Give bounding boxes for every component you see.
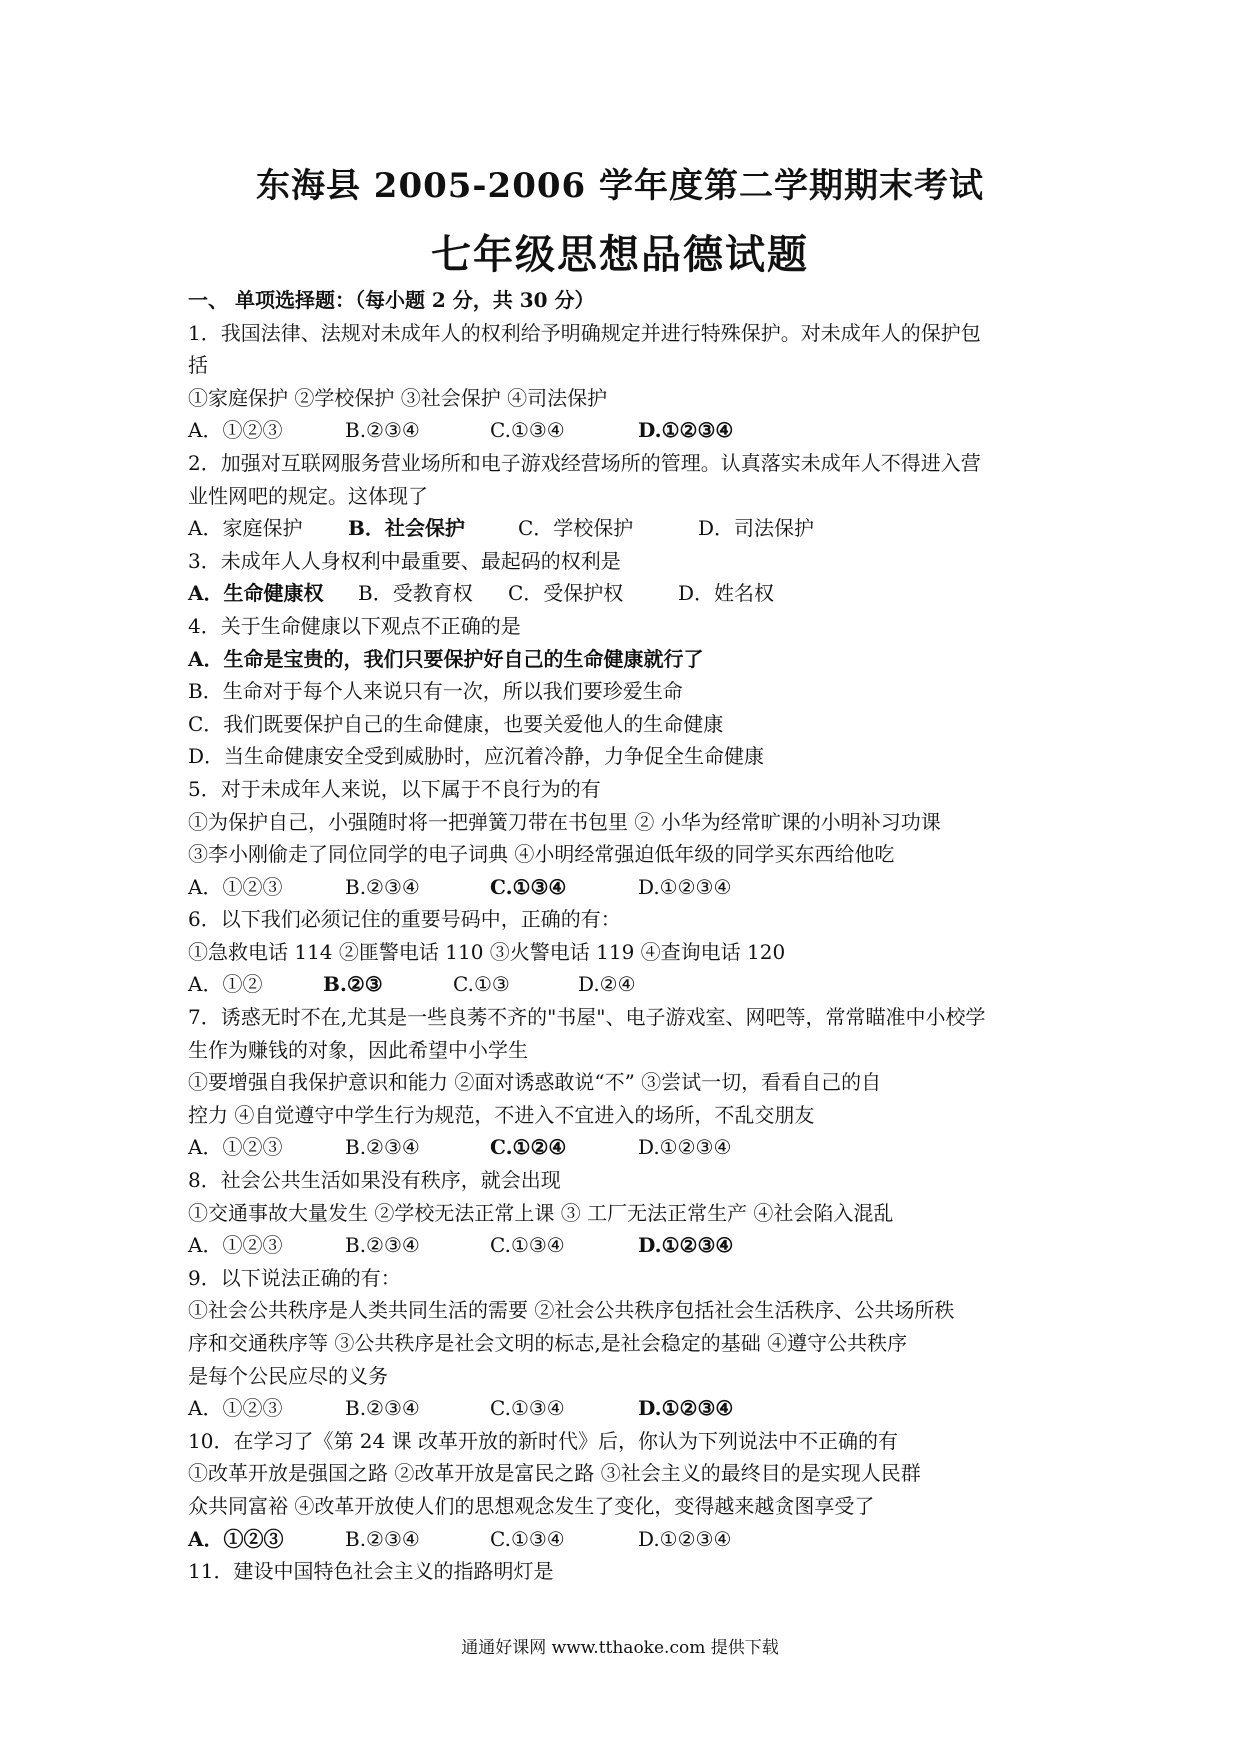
exam-title: 东海县 2005-2006 学年度第二学期期末考试: [255, 166, 985, 206]
option-b: B.②③④: [345, 1135, 420, 1160]
option-a: A．①②③: [188, 418, 283, 443]
question-items: ①交通事故大量发生 ②学校无法正常上课 ③ 工厂无法正常生产 ④社会陷入混乱: [188, 1200, 894, 1225]
exam-subtitle: 七年级思想品德试题: [431, 231, 809, 278]
question-stem: 1．我国法律、法规对未成年人的权利给予明确规定并进行特殊保护。对未成年人的保护包: [188, 320, 981, 345]
option-c: C.①③④: [490, 1526, 565, 1551]
option-c: C.①③④: [490, 418, 565, 443]
option-a-answer: A．生命健康权: [188, 581, 324, 606]
option-c: C.①③④: [490, 1233, 565, 1258]
question-stem: 11．建设中国特色社会主义的指路明灯是: [188, 1559, 554, 1584]
question-stem: 生作为赚钱的对象，因此希望中小学生: [188, 1037, 528, 1062]
option-a: A．家庭保护: [188, 516, 303, 541]
option-d: D．姓名权: [678, 581, 775, 606]
options-row: [188, 1392, 1068, 1425]
question-items: ①急救电话 114 ②匪警电话 110 ③火警电话 119 ④查询电话 120: [188, 939, 786, 964]
option-d-answer: D.①②③④: [638, 1396, 734, 1421]
option-a: A．①②③: [188, 1396, 283, 1421]
question-stem: 4．关于生命健康以下观点不正确的是: [188, 613, 521, 638]
option-a-answer: A．①②③: [188, 1526, 284, 1551]
option-b-answer: B．社会保护: [348, 516, 465, 541]
option-b: B.②③④: [345, 418, 420, 443]
question-stem: 6．以下我们必须记住的重要号码中，正确的有：: [188, 907, 621, 932]
option-a: A．①②: [188, 972, 263, 997]
options-row: [188, 1229, 1068, 1262]
question-items: 控力 ④自觉遵守中学生行为规范，不进入不宜进入的场所，不乱交朋友: [188, 1102, 815, 1127]
question-stem: 3．未成年人人身权利中最重要、最起码的权利是: [188, 548, 621, 573]
exam-content: [188, 284, 1068, 1588]
options-row: [188, 1523, 1068, 1556]
question-items: ①要增强自我保护意识和能力 ②面对诱惑敢说“不” ③尝试一切，看看自己的自: [188, 1070, 882, 1095]
option-b: B.②③④: [345, 1233, 420, 1258]
options-row: [188, 871, 1068, 904]
option-c: C．学校保护: [518, 516, 634, 541]
question-stem: 8．社会公共生活如果没有秩序，就会出现: [188, 1168, 561, 1193]
options-row: [188, 968, 1068, 1001]
option-d: D.①②③④: [638, 874, 732, 899]
option-b: B.②③④: [345, 874, 420, 899]
question-stem: 2．加强对互联网服务营业场所和电子游戏经营场所的管理。认真落实未成年人不得进入营: [188, 450, 981, 475]
option-b: B.②③④: [345, 1396, 420, 1421]
option-d: D.①②③④: [638, 1135, 732, 1160]
option-d: D．当生命健康安全受到威胁时，应沉着冷静，力争促全生命健康: [188, 744, 765, 769]
option-d: D．司法保护: [698, 516, 815, 541]
page-footer: 通通好课网 www.tthaoke.com 提供下载: [461, 1638, 779, 1658]
question-items: ①家庭保护 ②学校保护 ③社会保护 ④司法保护: [188, 385, 608, 410]
option-a: A．①②③: [188, 874, 283, 899]
option-c-answer: C.①③④: [490, 874, 567, 899]
option-c: C．我们既要保护自己的生命健康，也要关爱他人的生命健康: [188, 711, 724, 736]
option-b: B．生命对于每个人来说只有一次，所以我们要珍爱生命: [188, 679, 683, 704]
option-b: B．受教育权: [358, 581, 473, 606]
question-items: ①社会公共秩序是人类共同生活的需要 ②社会公共秩序包括社会生活秩序、公共场所秩: [188, 1298, 955, 1323]
question-items: ①改革开放是强国之路 ②改革开放是富民之路 ③社会主义的最终目的是实现人民群: [188, 1461, 921, 1486]
question-items: ①为保护自己，小强随时将一把弹簧刀带在书包里 ② 小华为经常旷课的小明补习功课: [188, 809, 941, 834]
options-row: [188, 1131, 1068, 1164]
option-a-answer: A．生命是宝贵的，我们只要保护好自己的生命健康就行了: [188, 646, 704, 671]
question-items: 众共同富裕 ④改革开放使人们的思想观念发生了变化，变得越来越贪图享受了: [188, 1493, 875, 1518]
option-d-answer: D.①②③④: [638, 1233, 734, 1258]
question-stem: 5．对于未成年人来说，以下属于不良行为的有: [188, 776, 601, 801]
option-c: C.①③④: [490, 1396, 565, 1421]
option-c: C.①③: [453, 972, 510, 997]
options-row: [188, 512, 1068, 545]
section-heading: 一、 单项选择题：（每小题 2 分，共 30 分）: [188, 288, 595, 312]
question-stem: 业性网吧的规定。这体现了: [188, 483, 428, 508]
question-stem: 7．诱惑无时不在,尤其是一些良莠不齐的"书屋"、电子游戏室、网吧等，常常瞄准中小校学: [188, 1005, 986, 1030]
question-items: 是每个公民应尽的义务: [188, 1363, 388, 1388]
option-a: A．①②③: [188, 1233, 283, 1258]
options-row: [188, 577, 1068, 610]
question-items: ③李小刚偷走了同位同学的电子词典 ④小明经常强迫低年级的同学买东西给他吃: [188, 842, 895, 867]
option-d: D.②④: [578, 972, 636, 997]
option-b-answer: B.②③: [323, 972, 383, 997]
question-stem: 括: [188, 353, 208, 378]
option-d: D.①②③④: [638, 1526, 732, 1551]
question-stem: 9．以下说法正确的有：: [188, 1265, 401, 1290]
options-row: [188, 414, 1068, 447]
option-c-answer: C.①②④: [490, 1135, 567, 1160]
option-a: A．①②③: [188, 1135, 283, 1160]
option-d-answer: D.①②③④: [638, 418, 734, 443]
question-stem: 10．在学习了《第 24 课 改革开放的新时代》后，你认为下列说法中不正确的有: [188, 1428, 898, 1453]
option-c: C．受保护权: [508, 581, 624, 606]
option-b: B.②③④: [345, 1526, 420, 1551]
question-items: 序和交通秩序等 ③公共秩序是社会文明的标志,是社会稳定的基础 ④遵守公共秩序: [188, 1331, 908, 1355]
